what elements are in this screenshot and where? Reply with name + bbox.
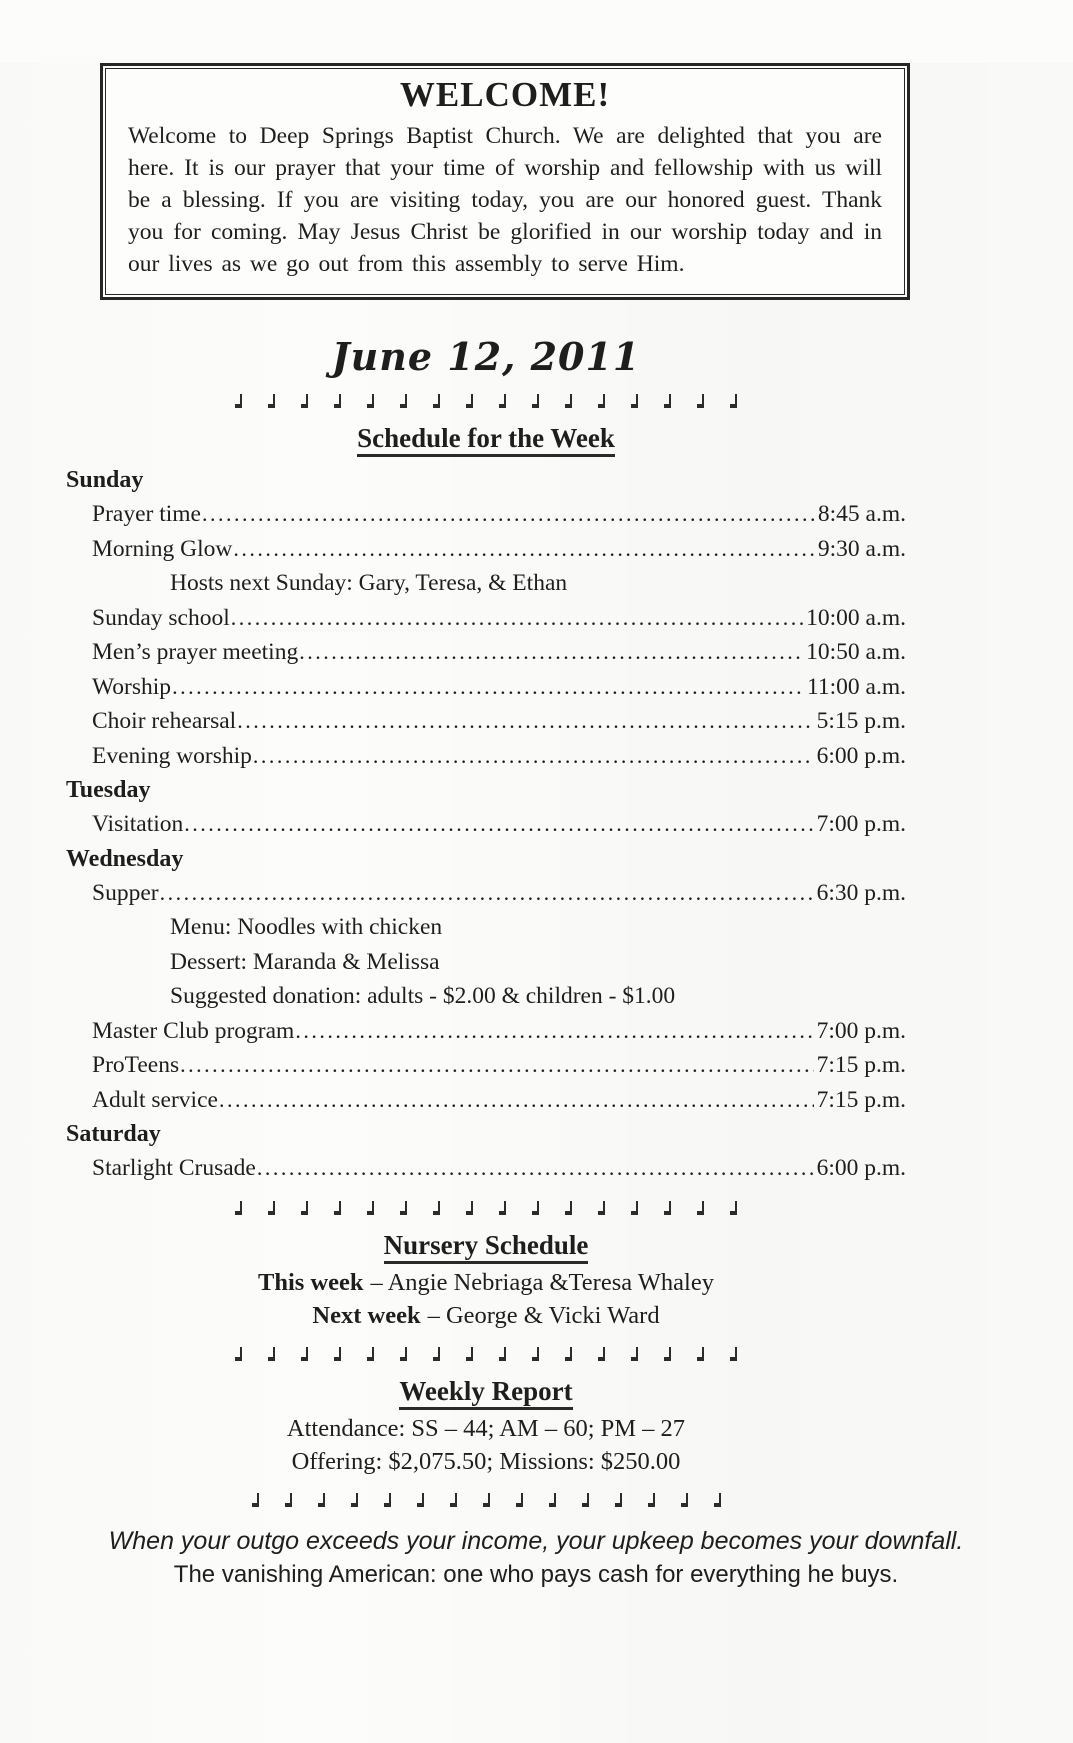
schedule-row: [92, 1014, 906, 1049]
music-note-icon: [301, 1201, 308, 1215]
music-note-icon: [681, 1493, 688, 1507]
music-note-divider: [66, 392, 906, 410]
music-note-icon: [367, 394, 374, 408]
music-note-icon: [268, 1347, 275, 1361]
schedule-row: [92, 704, 906, 739]
schedule-row: [92, 635, 906, 670]
event-time: 7:15 p.m.: [816, 1086, 906, 1113]
event-label: ProTeens: [92, 1052, 180, 1078]
welcome-box: [100, 63, 910, 300]
dot-leader: [219, 1083, 814, 1118]
closing-quotes: [46, 1525, 1026, 1591]
event-time: 5:15 p.m.: [816, 708, 906, 734]
event-label: Master Club program: [92, 1017, 295, 1044]
music-note-icon: [367, 1201, 374, 1215]
event-label: Evening worship: [92, 742, 252, 769]
music-note-icon: [334, 394, 341, 408]
music-note-icon: [466, 1201, 473, 1215]
music-note-icon: [615, 1493, 622, 1507]
music-note-icon: [664, 1347, 671, 1361]
event-label: Worship: [92, 673, 172, 700]
music-note-icon: [598, 1201, 605, 1215]
music-note-icon: [714, 1493, 721, 1507]
nursery-lines: [66, 1266, 906, 1332]
welcome-box-inner: [105, 68, 905, 295]
event-time: 7:15 p.m.: [816, 1052, 906, 1078]
event-label: Adult service: [92, 1086, 218, 1113]
weekly-report-lines: [66, 1412, 906, 1478]
event-label: Morning Glow: [92, 535, 233, 562]
music-note-icon: [334, 1201, 341, 1215]
music-note-icon: [516, 1493, 523, 1507]
music-note-icon: [598, 394, 605, 408]
music-note-icon: [268, 394, 275, 408]
nursery-line: [66, 1266, 906, 1299]
bulletin-date: June 12, 2011: [331, 334, 641, 379]
dot-leader: [299, 635, 803, 670]
music-note-icon: [466, 394, 473, 408]
music-note-icon: [549, 1493, 556, 1507]
music-note-divider: [66, 1199, 906, 1217]
schedule-row: [92, 807, 906, 842]
nursery-line-value: – Angie Nebriaga &Teresa Whaley: [370, 1268, 714, 1296]
dot-leader: [237, 704, 813, 739]
event-label: Choir rehearsal: [92, 708, 237, 734]
event-time: 6:00 p.m.: [816, 1155, 906, 1181]
music-note-icon: [565, 1201, 572, 1215]
bulletin-content: [66, 63, 906, 1509]
day-heading: Tuesday: [66, 777, 151, 803]
music-note-divider: [66, 1345, 906, 1363]
dot-leader: [202, 497, 815, 532]
welcome-title: WELCOME!: [399, 75, 611, 114]
music-note-icon: [285, 1493, 292, 1507]
schedule-note: Suggested donation: adults - $2.00 & children - $1.00: [170, 983, 676, 1009]
music-note-icon: [664, 1201, 671, 1215]
music-note-icon: [466, 1347, 473, 1361]
day-heading: Sunday: [66, 467, 144, 493]
event-time: 9:30 a.m.: [817, 535, 906, 562]
dot-leader: [180, 1048, 813, 1083]
weekly-report-title-text: Weekly Report: [399, 1376, 572, 1410]
report-line: Offering: $2,075.50; Missions: $250.00: [291, 1447, 681, 1475]
event-label: Visitation: [92, 811, 184, 837]
schedule-row: [92, 1048, 906, 1083]
schedule-row: [92, 532, 906, 567]
quote-line: When your outgo exceeds your income, your upkeep becomes your downfall.: [108, 1526, 964, 1555]
music-note-icon: [417, 1493, 424, 1507]
music-note-divider: [66, 1491, 906, 1509]
event-time: 11:00 a.m.: [807, 673, 906, 700]
nursery-line-label: This week: [258, 1268, 364, 1296]
music-note-icon: [433, 1201, 440, 1215]
nursery-line-label: Next week: [312, 1301, 421, 1329]
day-heading: Saturday: [66, 1121, 161, 1147]
music-note-icon: [301, 394, 308, 408]
schedule-title-text: Schedule for the Week: [357, 423, 615, 457]
music-note-icon: [631, 394, 638, 408]
music-note-icon: [730, 1347, 737, 1361]
event-label: Men’s prayer meeting: [92, 639, 299, 665]
music-note-icon: [499, 394, 506, 408]
music-note-icon: [532, 1201, 539, 1215]
music-note-icon: [697, 394, 704, 408]
dot-leader: [184, 807, 813, 842]
music-note-icon: [400, 1347, 407, 1361]
music-note-icon: [582, 1493, 589, 1507]
music-note-icon: [697, 1201, 704, 1215]
music-note-icon: [631, 1201, 638, 1215]
music-note-icon: [384, 1493, 391, 1507]
nursery-title-text: Nursery Schedule: [384, 1230, 589, 1264]
schedule-row: [92, 497, 906, 532]
music-note-icon: [351, 1493, 358, 1507]
music-note-icon: [532, 394, 539, 408]
schedule-row: [92, 670, 906, 705]
schedule-row: [92, 1083, 906, 1118]
dot-leader: [160, 876, 814, 911]
music-note-icon: [268, 1201, 275, 1215]
music-note-icon: [697, 1347, 704, 1361]
weekly-report-title: [66, 1376, 906, 1407]
music-note-icon: [499, 1347, 506, 1361]
schedule-row: [92, 876, 906, 911]
schedule-note: Dessert: Maranda & Melissa: [170, 948, 440, 975]
nursery-line-value: – George & Vicki Ward: [427, 1301, 660, 1329]
music-note-icon: [483, 1493, 490, 1507]
dot-leader: [295, 1014, 813, 1049]
event-label: Starlight Crusade: [92, 1155, 256, 1181]
music-note-icon: [565, 1347, 572, 1361]
music-note-icon: [664, 394, 671, 408]
music-note-icon: [334, 1347, 341, 1361]
dot-leader: [257, 1151, 814, 1186]
event-label: Sunday school: [92, 604, 230, 631]
dot-leader: [233, 532, 815, 567]
schedule-title: [66, 423, 906, 454]
music-note-icon: [450, 1493, 457, 1507]
music-note-icon: [433, 394, 440, 408]
music-note-icon: [252, 1493, 259, 1507]
event-time: 7:00 p.m.: [816, 811, 906, 837]
dot-leader: [172, 670, 804, 705]
music-note-icon: [730, 394, 737, 408]
dot-leader: [253, 739, 814, 774]
music-note-icon: [499, 1201, 506, 1215]
music-note-icon: [301, 1347, 308, 1361]
music-note-icon: [598, 1347, 605, 1361]
schedule-list: [66, 463, 906, 1186]
music-note-icon: [367, 1347, 374, 1361]
music-note-icon: [400, 1201, 407, 1215]
quote-line: The vanishing American: one who pays cash for everything he buys.: [173, 1560, 899, 1588]
music-note-icon: [235, 1347, 242, 1361]
event-time: 10:50 a.m.: [806, 639, 906, 665]
schedule-note: Hosts next Sunday: Gary, Teresa, & Ethan: [170, 570, 568, 596]
nursery-line: [66, 1299, 906, 1332]
bulletin-page: [0, 63, 1073, 1743]
event-time: 7:00 p.m.: [816, 1017, 906, 1044]
welcome-body: Welcome to Deep Springs Baptist Church. We are delighted that you are here. It is our prayer that your time of worship and fellowship with us will be a blessing. If you are visiting today, you are our honored guest. Thank you for coming. May Jesus Christ be glorified in our worship today and in our lives as we go out from this assembly to serve Him.: [128, 123, 882, 277]
event-label: Supper: [92, 879, 159, 906]
event-label: Prayer time: [92, 501, 201, 527]
music-note-icon: [532, 1347, 539, 1361]
schedule-row: [92, 739, 906, 774]
event-time: 6:30 p.m.: [816, 879, 906, 906]
music-note-icon: [631, 1347, 638, 1361]
schedule-row: [92, 601, 906, 636]
event-time: 10:00 a.m.: [806, 604, 906, 631]
music-note-icon: [730, 1201, 737, 1215]
music-note-icon: [318, 1493, 325, 1507]
music-note-icon: [648, 1493, 655, 1507]
music-note-icon: [235, 1201, 242, 1215]
nursery-title: [66, 1230, 906, 1261]
schedule-note: Menu: Noodles with chicken: [170, 914, 443, 940]
dot-leader: [231, 601, 803, 636]
music-note-icon: [400, 394, 407, 408]
event-time: 6:00 p.m.: [816, 742, 906, 769]
music-note-icon: [235, 394, 242, 408]
report-line: Attendance: SS – 44; AM – 60; PM – 27: [286, 1414, 686, 1442]
music-note-icon: [433, 1347, 440, 1361]
music-note-icon: [565, 394, 572, 408]
schedule-row: [92, 1151, 906, 1186]
event-time: 8:45 a.m.: [817, 501, 906, 527]
day-heading: Wednesday: [66, 845, 184, 872]
